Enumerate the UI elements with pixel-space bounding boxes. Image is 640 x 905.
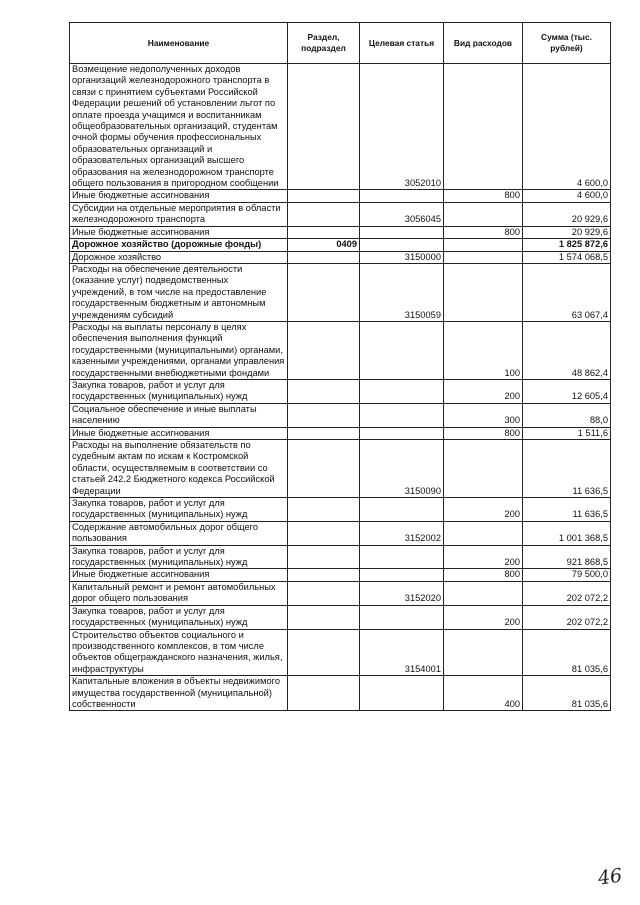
row-type-cell: 800 xyxy=(444,427,523,439)
row-target-cell xyxy=(360,569,444,581)
row-type-cell xyxy=(444,239,523,251)
row-section-cell xyxy=(288,498,360,522)
row-type-cell: 100 xyxy=(444,321,523,379)
row-section-cell xyxy=(288,190,360,202)
row-target-cell xyxy=(360,545,444,569)
table-row xyxy=(70,427,611,439)
table-row xyxy=(70,239,611,251)
table-row xyxy=(70,605,611,629)
table-row xyxy=(70,64,611,190)
row-section-cell xyxy=(288,202,360,226)
row-name-cell: Капитальный ремонт и ремонт автомобильных дорог общего пользования xyxy=(70,581,288,605)
row-name-cell: Капитальные вложения в объекты недвижимого имущества государственной (муниципальной) собственности xyxy=(70,676,288,711)
row-target-cell: 3056045 xyxy=(360,202,444,226)
row-name-cell: Строительство объектов социального и производственного комплексов, в том числе объектов общегражданского назначения, жилья, инфраструктуры xyxy=(70,629,288,676)
row-name-cell: Дорожное хозяйство xyxy=(70,251,288,263)
table-row xyxy=(70,569,611,581)
row-sum-cell: 11 636,5 xyxy=(523,440,611,498)
row-name-cell: Иные бюджетные ассигнования xyxy=(70,427,288,439)
row-target-cell: 3152002 xyxy=(360,521,444,545)
table-row xyxy=(70,581,611,605)
row-sum-cell: 81 035,6 xyxy=(523,676,611,711)
row-name-cell: Содержание автомобильных дорог общего пользования xyxy=(70,521,288,545)
row-sum-cell: 48 862,4 xyxy=(523,321,611,379)
row-type-cell: 200 xyxy=(444,379,523,403)
row-target-cell xyxy=(360,321,444,379)
row-section-cell xyxy=(288,403,360,427)
row-type-cell: 200 xyxy=(444,605,523,629)
row-sum-cell: 20 929,6 xyxy=(523,202,611,226)
row-target-cell xyxy=(360,379,444,403)
row-name-cell: Закупка товаров, работ и услуг для государственных (муниципальных) нужд xyxy=(70,605,288,629)
row-target-cell xyxy=(360,226,444,238)
table-row xyxy=(70,202,611,226)
row-section-cell xyxy=(288,521,360,545)
row-type-cell xyxy=(444,581,523,605)
row-section-cell xyxy=(288,581,360,605)
row-sum-cell: 1 511,6 xyxy=(523,427,611,439)
row-target-cell xyxy=(360,676,444,711)
row-target-cell: 3052010 xyxy=(360,64,444,190)
table-row xyxy=(70,190,611,202)
row-section-cell xyxy=(288,321,360,379)
row-sum-cell: 4 600,0 xyxy=(523,190,611,202)
table-row xyxy=(70,379,611,403)
row-section-cell: 0409 xyxy=(288,239,360,251)
row-type-cell xyxy=(444,629,523,676)
row-sum-cell: 20 929,6 xyxy=(523,226,611,238)
row-type-cell xyxy=(444,263,523,321)
row-sum-cell: 202 072,2 xyxy=(523,581,611,605)
row-type-cell xyxy=(444,64,523,190)
row-name-cell: Дорожное хозяйство (дорожные фонды) xyxy=(70,239,288,251)
budget-table xyxy=(69,22,611,711)
table-row xyxy=(70,263,611,321)
row-target-cell: 3150059 xyxy=(360,263,444,321)
table-row xyxy=(70,440,611,498)
row-target-cell xyxy=(360,605,444,629)
row-section-cell xyxy=(288,379,360,403)
row-name-cell: Закупка товаров, работ и услуг для государственных (муниципальных) нужд xyxy=(70,379,288,403)
col-header-target: Целевая статья xyxy=(360,23,444,64)
row-sum-cell: 1 825 872,6 xyxy=(523,239,611,251)
row-type-cell: 300 xyxy=(444,403,523,427)
table-row xyxy=(70,545,611,569)
row-target-cell xyxy=(360,498,444,522)
table-row xyxy=(70,676,611,711)
row-target-cell: 3152020 xyxy=(360,581,444,605)
table-header-row xyxy=(70,23,611,64)
table-row xyxy=(70,321,611,379)
col-header-sum: Сумма (тыс. рублей) xyxy=(523,23,611,64)
row-target-cell xyxy=(360,403,444,427)
row-sum-cell: 921 868,5 xyxy=(523,545,611,569)
row-name-cell: Возмещение недополученных доходов организаций железнодорожного транспорта в связи с принятием субъектами Российской Федерации решений об установлении льгот по оплате проезда учащимся и воспитанникам общеобразовательных организаций, студентам очной формы обучения профессиональных образовательных организаций и образовательных организаций высшего образования на железнодорожном транспорте общего пользования в пригородном сообщении xyxy=(70,64,288,190)
col-header-section: Раздел, подраздел xyxy=(288,23,360,64)
row-type-cell: 200 xyxy=(444,498,523,522)
row-sum-cell: 12 605,4 xyxy=(523,379,611,403)
row-type-cell: 400 xyxy=(444,676,523,711)
row-type-cell: 200 xyxy=(444,545,523,569)
table-row xyxy=(70,498,611,522)
row-sum-cell: 202 072,2 xyxy=(523,605,611,629)
row-name-cell: Социальное обеспечение и иные выплаты населению xyxy=(70,403,288,427)
row-target-cell xyxy=(360,427,444,439)
col-header-type: Вид расходов xyxy=(444,23,523,64)
table-row xyxy=(70,629,611,676)
row-target-cell: 3150090 xyxy=(360,440,444,498)
row-type-cell: 800 xyxy=(444,226,523,238)
row-sum-cell: 1 574 068,5 xyxy=(523,251,611,263)
row-section-cell xyxy=(288,545,360,569)
row-type-cell xyxy=(444,202,523,226)
row-name-cell: Иные бюджетные ассигнования xyxy=(70,190,288,202)
row-section-cell xyxy=(288,629,360,676)
row-target-cell: 3150000 xyxy=(360,251,444,263)
row-name-cell: Субсидии на отдельные мероприятия в области железнодорожного транспорта xyxy=(70,202,288,226)
row-sum-cell: 81 035,6 xyxy=(523,629,611,676)
row-name-cell: Закупка товаров, работ и услуг для государственных (муниципальных) нужд xyxy=(70,498,288,522)
row-target-cell xyxy=(360,239,444,251)
row-section-cell xyxy=(288,440,360,498)
row-section-cell xyxy=(288,605,360,629)
row-sum-cell: 63 067,4 xyxy=(523,263,611,321)
row-type-cell xyxy=(444,440,523,498)
row-type-cell: 800 xyxy=(444,190,523,202)
row-name-cell: Расходы на обеспечение деятельности (оказание услуг) подведомственных учреждений, в том числе на предоставление государственным бюджетным и автономным учреждениям субсидий xyxy=(70,263,288,321)
row-sum-cell: 79 500,0 xyxy=(523,569,611,581)
row-target-cell xyxy=(360,190,444,202)
row-section-cell xyxy=(288,676,360,711)
row-name-cell: Иные бюджетные ассигнования xyxy=(70,569,288,581)
row-section-cell xyxy=(288,64,360,190)
row-target-cell: 3154001 xyxy=(360,629,444,676)
row-section-cell xyxy=(288,569,360,581)
row-sum-cell: 1 001 368,5 xyxy=(523,521,611,545)
row-section-cell xyxy=(288,251,360,263)
row-section-cell xyxy=(288,427,360,439)
row-name-cell: Закупка товаров, работ и услуг для государственных (муниципальных) нужд xyxy=(70,545,288,569)
page-number: 46 xyxy=(596,864,624,890)
row-sum-cell: 4 600,0 xyxy=(523,64,611,190)
row-name-cell: Расходы на выполнение обязательств по судебным актам по искам к Костромской области, осуществляемым в соответствии со статьей 242.2 Бюджетного кодекса Российской Федерации xyxy=(70,440,288,498)
table-row xyxy=(70,226,611,238)
row-sum-cell: 11 636,5 xyxy=(523,498,611,522)
row-type-cell xyxy=(444,251,523,263)
row-section-cell xyxy=(288,226,360,238)
row-name-cell: Расходы на выплаты персоналу в целях обеспечения выполнения функций государственными (муниципальными) органами, казенными учреждениями, органами управления государственными внебюджетными фондами xyxy=(70,321,288,379)
table-row xyxy=(70,521,611,545)
row-type-cell: 800 xyxy=(444,569,523,581)
row-name-cell: Иные бюджетные ассигнования xyxy=(70,226,288,238)
row-type-cell xyxy=(444,521,523,545)
table-row xyxy=(70,251,611,263)
row-section-cell xyxy=(288,263,360,321)
row-sum-cell: 88,0 xyxy=(523,403,611,427)
table-row xyxy=(70,403,611,427)
col-header-name: Наименование xyxy=(70,23,288,64)
